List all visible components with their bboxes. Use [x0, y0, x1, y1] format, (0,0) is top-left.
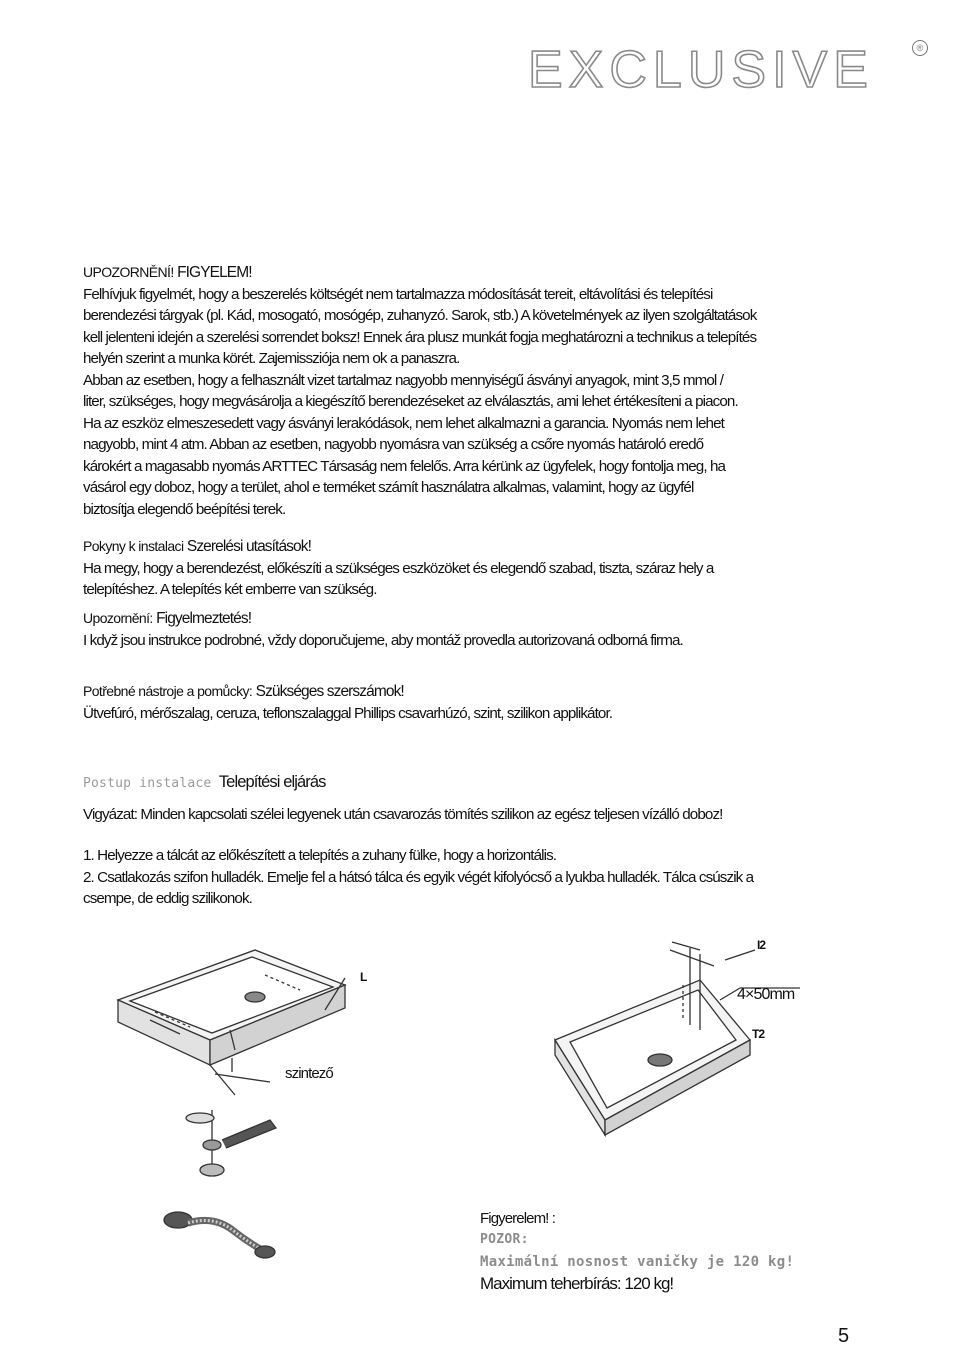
procedure-section [83, 772, 843, 910]
figure-max-load-cz: Maximální nosnost vaničky je 120 kg! [480, 1254, 795, 1270]
registered-mark-icon: ® [912, 40, 928, 56]
warning-line: károkért a magasabb nyomás ARTTEC Társaság nem felelős. Arra kérünk az ügyfelek, hogy fontolja meg, ha [83, 457, 726, 475]
warning-line: biztosítja elegendő beépítési terek. [83, 500, 286, 518]
drain-hose-drawing [164, 1212, 275, 1258]
figure-caution-cz: POZOR: [480, 1232, 529, 1247]
label-L: L [360, 970, 367, 984]
label-T2: T2 [752, 1027, 765, 1041]
procedure-step: 1. Helyezze a tálcát az előkészített a telepítés a zuhany fülke, hogy a horizontális. [83, 847, 557, 864]
warning-section [83, 262, 813, 520]
shower-tray-illustration [0, 930, 960, 1310]
siphon-drawing [186, 1110, 276, 1176]
install-line: Ha megy, hogy a berendezést, előkészíti a szükséges eszközöket és elegendő szabad, tiszta, száraz hely a [83, 559, 714, 577]
procedure-caution: Vigyázat: Minden kapcsolati szélei legyenek után csavarozás tömítés szilikon az egész teljesen vízálló doboz! [83, 805, 723, 823]
page-number: 5 [838, 1325, 850, 1347]
notice-section [83, 608, 813, 651]
warning-label-cz: UPOZORNĚNÍ! [83, 264, 174, 280]
installation-figure [0, 930, 960, 1310]
install-label-cz: Pokyny k instalaci [83, 538, 184, 554]
tools-heading [83, 681, 813, 703]
tools-section [83, 681, 813, 724]
tools-label-hu: Szükséges szerszámok! [255, 683, 404, 700]
figure-max-load-hu: Maximum teherbírás: 120 kg! [480, 1274, 674, 1293]
install-instructions-section [83, 536, 813, 601]
notice-heading [83, 608, 813, 630]
procedure-label-hu: Telepítési eljárás [218, 773, 326, 791]
label-leveler: szintező [285, 1065, 333, 1082]
brand-logo [528, 40, 928, 100]
warning-line: liter, szükséges, hogy megvásárolja a kiegészítő berendezéseket az elválasztás, ami lehet értékesíteni a piacon. [83, 393, 738, 410]
procedure-label-cz: Postup instalace [83, 776, 212, 791]
warning-line: Ha az eszköz elmeszesedett vagy ásványi lerakódások, nem lehet alkalmazni a garancia. Nyomás nem lehet [83, 414, 724, 432]
notice-label-hu: Figyelmeztetés! [156, 610, 252, 627]
warning-line: nagyobb, mint 4 atm. Abban az esetben, nagyobb nyomásra van szükség a csőre nyomás határoló eredő [83, 436, 704, 453]
warning-line: helyén szerint a munka körét. Zajemissziója nem ok a panaszra. [83, 350, 460, 367]
warning-label-hu: FIGYELEM! [177, 264, 252, 281]
tools-text: Ütvefúró, mérőszalag, ceruza, teflonszalaggal Phillips csavarhúzó, szint, szilikon applikátor. [83, 704, 613, 722]
install-line: telepítéshez. A telepítés két emberre van szükség. [83, 581, 377, 598]
warning-heading [83, 262, 813, 284]
logo-wordmark: EXCLUSIVE [528, 41, 874, 99]
notice-text: I když jsou instrukce podrobné, vždy doporučujeme, aby montáž provedla autorizovaná odborná firma. [83, 631, 683, 649]
warning-line: vásárol egy doboz, hogy a terület, ahol e terméket számít használatra alkalmas, valamint, hogy az ügyfél [83, 479, 694, 496]
label-screw-size: 4×50mm [737, 986, 795, 1003]
figure-caution-hu: Figyerelem! : [480, 1210, 555, 1227]
warning-line: Abban az esetben, hogy a felhasznált vizet tartalmaz nagyobb mennyiségű ásványi anyagok, mint 3,5 mmol / [83, 371, 724, 389]
label-I2: I2 [757, 938, 766, 952]
install-heading [83, 536, 813, 558]
procedure-heading [83, 772, 843, 795]
warning-line: kell jelenteni idején a szerelési sorrendet boksz! Ennek ára plusz munkát fogja meghatározni a technikus a telepítés [83, 328, 757, 346]
procedure-step: 2. Csatlakozás szifon hulladék. Emelje fel a hátsó tálca és egyik végét kifolyócső a lyukba hulladék. Tálca csúszik a [83, 868, 754, 886]
tools-label-cz: Potřebné nástroje a pomůcky: [83, 683, 253, 699]
install-label-hu: Szerelési utasítások! [186, 538, 312, 555]
warning-line: berendezési tárgyak (pl. Kád, mosogató, mosógép, zuhanyzó. Sarok, stb.) A követelmények az ilyen szolgáltatások [83, 307, 757, 324]
procedure-step: csempe, de eddig szilikonok. [83, 890, 252, 907]
notice-label-cz: Upozornění: [83, 610, 153, 626]
warning-line: Felhívjuk figyelmét, hogy a beszerelés költségét nem tartalmazza módosítását tereit, eltávolítási és telepítési [83, 285, 713, 303]
